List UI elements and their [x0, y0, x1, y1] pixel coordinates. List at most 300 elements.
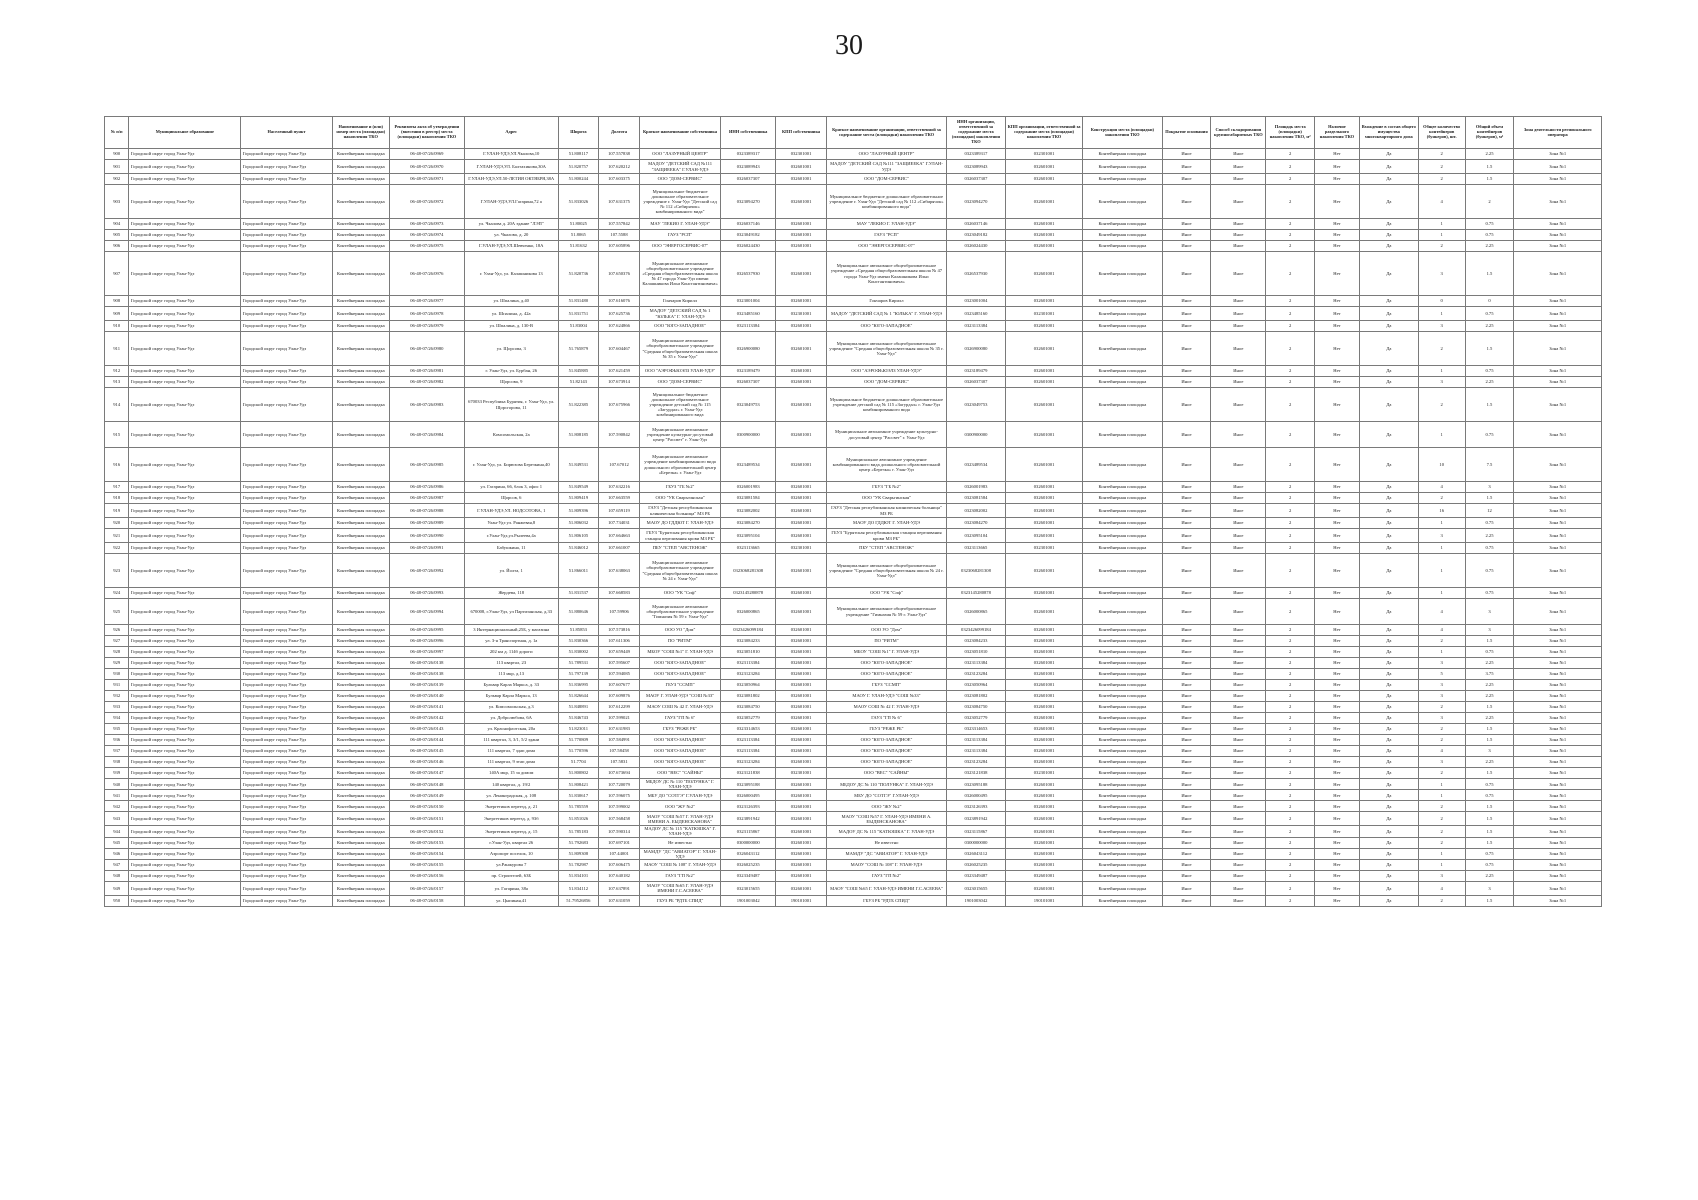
column-header: Долгота: [599, 117, 640, 149]
table-cell: Контейнерная площадка: [1083, 518, 1162, 529]
table-cell: Щорсов, 6: [464, 493, 558, 504]
table-cell: Да: [1359, 307, 1418, 321]
table-cell: 1: [1418, 230, 1465, 241]
table-cell: Не известно: [639, 837, 720, 848]
table-cell: 51.770809: [558, 735, 599, 746]
table-cell: 0323115867: [721, 826, 776, 837]
table-cell: Городской округ город Улан-Удэ: [241, 482, 333, 493]
table-cell: Контейнерная площадка: [332, 746, 389, 757]
table-cell: Да: [1359, 149, 1418, 160]
table-cell: 032601001: [1005, 160, 1082, 174]
table-cell: 0326000865: [721, 599, 776, 625]
table-cell: 2: [1266, 422, 1315, 448]
table-cell: 1: [1418, 554, 1465, 588]
table-cell: Иное: [1162, 881, 1211, 895]
table-row: [105, 859, 1602, 870]
table-cell: Нет: [1315, 554, 1360, 588]
table-cell: Г.УЛАН-УДЭ,УЛ. Балтахинова,30А: [464, 160, 558, 174]
table-cell: Щорсова, 9: [464, 377, 558, 388]
table-cell: Да: [1359, 296, 1418, 307]
table-cell: 4: [1418, 482, 1465, 493]
table-cell: Нет: [1315, 680, 1360, 691]
table-cell: 51.808117: [558, 149, 599, 160]
table-cell: Контейнерная площадка: [1083, 647, 1162, 658]
table-cell: Городской округ город Улан-Удэ: [241, 768, 333, 779]
table-cell: Контейнерная площадка: [332, 174, 389, 185]
table-cell: Нет: [1315, 691, 1360, 702]
table-cell: Контейнерная площадка: [1083, 680, 1162, 691]
table-cell: 0323113384: [721, 321, 776, 332]
table-cell: 0323113665: [721, 543, 776, 554]
table-cell: 032601001: [1005, 599, 1082, 625]
table-cell: 06-48-07/26/0984: [389, 422, 464, 448]
table-cell: Контейнерная площадка: [1083, 826, 1162, 837]
column-header: Краткое наименование собственника: [639, 117, 720, 149]
table-cell: Городской округ город Улан-Удэ: [129, 625, 241, 636]
table-cell: Контейнерная площадка: [332, 219, 389, 230]
table-cell: 3: [1418, 680, 1465, 691]
table-cell: Да: [1359, 377, 1418, 388]
table-cell: Городской округ город Улан-Удэ: [241, 422, 333, 448]
table-cell: Зона №1: [1514, 482, 1602, 493]
table-cell: 51.851026: [558, 812, 599, 826]
table-cell: 0323113384: [946, 746, 1005, 757]
table-cell: ООО "ЮГО-ЗАПАДНОЕ": [826, 757, 946, 768]
table-cell: 06-48-07/26/0141: [389, 702, 464, 713]
table-cell: 0.75: [1465, 518, 1514, 529]
table-cell: Городской округ город Улан-Удэ: [129, 636, 241, 647]
table-cell: 0323084233: [721, 636, 776, 647]
table-cell: Городской округ город Улан-Удэ: [241, 870, 333, 881]
table-cell: 107.640182: [599, 870, 640, 881]
table-cell: Контейнерная площадка: [332, 826, 389, 837]
table-cell: Контейнерная площадка: [1083, 658, 1162, 669]
table-cell: 51.846743: [558, 713, 599, 724]
table-cell: Иное: [1211, 790, 1266, 801]
table-cell: 032301001: [1005, 307, 1082, 321]
table-cell: 939: [105, 768, 129, 779]
table-cell: Городской округ город Улан-Удэ: [129, 599, 241, 625]
table-cell: Контейнерная площадка: [332, 296, 389, 307]
table-cell: Городской округ город Улан-Удэ: [241, 859, 333, 870]
table-cell: Иное: [1211, 149, 1266, 160]
table-cell: Контейнерная площадка: [332, 735, 389, 746]
table-cell: Муниципальное автономное общеобразовательное учреждение «Средняя общеобразовательная школа № 47 города Улан-Удэ имени Калашникова Ильи Константиновича»: [826, 252, 946, 296]
table-cell: 0323084233: [946, 636, 1005, 647]
table-cell: Контейнерная площадка: [1083, 599, 1162, 625]
table-cell: 909: [105, 307, 129, 321]
table-cell: 51.785559: [558, 801, 599, 812]
table-cell: Иное: [1162, 219, 1211, 230]
table-cell: Зона №1: [1514, 366, 1602, 377]
table-cell: 06-48-07/26/0154: [389, 848, 464, 859]
table-cell: Зона №1: [1514, 518, 1602, 529]
table-cell: 032601001: [1005, 321, 1082, 332]
table-cell: 0323051810: [721, 647, 776, 658]
table-cell: 2: [1266, 848, 1315, 859]
table-cell: ул. Гагарина, 38а: [464, 881, 558, 895]
table-cell: Городской округ город Улан-Удэ: [241, 895, 333, 906]
table-cell: 0326000495: [946, 790, 1005, 801]
table-cell: 1: [1418, 307, 1465, 321]
table-cell: 0323084270: [946, 518, 1005, 529]
table-cell: 1.5: [1465, 702, 1514, 713]
table-cell: Да: [1359, 388, 1418, 422]
table-cell: Иное: [1211, 422, 1266, 448]
table-cell: 945: [105, 837, 129, 848]
table-cell: 0323113665: [946, 543, 1005, 554]
table-cell: 107.663559: [599, 493, 640, 504]
table-cell: Иное: [1211, 779, 1266, 790]
table-cell: 0323095104: [721, 529, 776, 543]
table-cell: 06-48-07/26/0983: [389, 388, 464, 422]
table-cell: ГБУЗ РБ "РДТБ СПИД": [639, 895, 720, 906]
table-cell: 032301001: [1005, 768, 1082, 779]
table-cell: Городской округ город Улан-Удэ: [241, 493, 333, 504]
table-cell: Городской округ город Улан-Удэ: [241, 735, 333, 746]
table-cell: Контейнерная площадка: [1083, 881, 1162, 895]
table-cell: Иное: [1211, 680, 1266, 691]
table-cell: 0323123284: [721, 669, 776, 680]
table-cell: Иное: [1211, 757, 1266, 768]
table-cell: Контейнерная площадка: [332, 252, 389, 296]
table-cell: Муниципальное автономное общеобразовательное учреждение "Средняя общеобразовательная школа № 24 г. Улан-Удэ": [639, 554, 720, 588]
table-cell: 0323426099184: [721, 625, 776, 636]
table-cell: 51.820757: [558, 160, 599, 174]
table-cell: Городской округ город Улан-Удэ: [241, 366, 333, 377]
table-cell: МБОУ "СОШ №1" Г. УЛАН-УДЭ: [826, 647, 946, 658]
table-cell: Городской округ город Улан-Удэ: [241, 252, 333, 296]
table-cell: ГБУЗ "ССМП": [826, 680, 946, 691]
table-cell: 107.734031: [599, 518, 640, 529]
table-cell: МАОУ Г. УЛАН-УДЭ "СОШ №33": [826, 691, 946, 702]
table-cell: 915: [105, 422, 129, 448]
table-cell: 0323126393: [721, 801, 776, 812]
table-cell: Нет: [1315, 377, 1360, 388]
table-cell: 0.75: [1465, 647, 1514, 658]
table-cell: 0: [1465, 296, 1514, 307]
table-cell: 06-48-07/26/0976: [389, 252, 464, 296]
table-cell: 032601001: [776, 599, 827, 625]
table-cell: 51.809308: [558, 848, 599, 859]
table-cell: 1.5: [1465, 160, 1514, 174]
table-cell: Городской округ город Улан-Удэ: [129, 422, 241, 448]
table-cell: Иное: [1211, 366, 1266, 377]
table-cell: 0323389317: [721, 149, 776, 160]
table-cell: ГБУЗ "ССМП": [639, 680, 720, 691]
table-cell: 032601001: [1005, 859, 1082, 870]
table-cell: Контейнерная площадка: [332, 625, 389, 636]
table-cell: Контейнерная площадка: [1083, 895, 1162, 906]
table-cell: Городской округ город Улан-Удэ: [241, 307, 333, 321]
table-cell: г. Улан-Удэ, ул. Бирюзова Березкина,40: [464, 448, 558, 482]
table-cell: Нет: [1315, 636, 1360, 647]
table-cell: Иное: [1211, 554, 1266, 588]
table-cell: Нет: [1315, 307, 1360, 321]
table-cell: Муниципальное автономное общеобразовательное учреждение "Гимназия № 59 г. Улан-Удэ": [639, 599, 720, 625]
table-row: [105, 735, 1602, 746]
table-cell: 3: [1418, 658, 1465, 669]
table-cell: 06-48-07/26/0138: [389, 669, 464, 680]
table-cell: Зона №1: [1514, 859, 1602, 870]
table-cell: Муниципальное автономное учреждение комбинированного вида дошкольного образовательной центр «Березка» г. Улан-Удэ: [639, 448, 720, 482]
table-cell: 107.638063: [599, 554, 640, 588]
table-cell: 1.5: [1465, 735, 1514, 746]
table-cell: 0326024430: [721, 241, 776, 252]
table-cell: Зона №1: [1514, 332, 1602, 366]
table-cell: Зона №1: [1514, 801, 1602, 812]
table-cell: 0323068281308: [946, 554, 1005, 588]
table-cell: 1: [1418, 647, 1465, 658]
table-cell: Нет: [1315, 504, 1360, 518]
table-cell: 931: [105, 680, 129, 691]
table-cell: Контейнерная площадка: [1083, 859, 1162, 870]
table-cell: Зона №1: [1514, 881, 1602, 895]
table-cell: 032601001: [1005, 724, 1082, 735]
table-cell: Да: [1359, 529, 1418, 543]
table-cell: Иное: [1162, 174, 1211, 185]
table-cell: 0323489534: [721, 448, 776, 482]
table-cell: 06-48-07/26/0143: [389, 724, 464, 735]
table-cell: 51.822385: [558, 388, 599, 422]
table-row: [105, 448, 1602, 482]
table-cell: ПБУ "СТЕП "АВСТЕНОЖ": [639, 543, 720, 554]
table-cell: Иное: [1211, 448, 1266, 482]
table-cell: 927: [105, 636, 129, 647]
table-cell: 032601001: [776, 185, 827, 219]
table-cell: Контейнерная площадка: [1083, 160, 1162, 174]
table-cell: Зона №1: [1514, 377, 1602, 388]
table-cell: 940: [105, 779, 129, 790]
table-cell: Контейнерная площадка: [1083, 554, 1162, 588]
table-cell: Городской округ город Улан-Удэ: [129, 252, 241, 296]
table-cell: Нет: [1315, 241, 1360, 252]
table-cell: 06-48-07/26/0997: [389, 647, 464, 658]
table-cell: Иное: [1162, 493, 1211, 504]
table-cell: 912: [105, 366, 129, 377]
table-cell: Контейнерная площадка: [332, 658, 389, 669]
table-cell: Городской округ город Улан-Удэ: [129, 518, 241, 529]
table-cell: ул. Ленинградская, д. 108: [464, 790, 558, 801]
table-cell: 914: [105, 388, 129, 422]
table-cell: Зона №1: [1514, 713, 1602, 724]
table-cell: МАОУ СОШ № 42 Г. УЛАН-УДЭ: [826, 702, 946, 713]
column-header: Общий объем контейнеров (бункеров), м³: [1465, 117, 1514, 149]
table-cell: 902: [105, 174, 129, 185]
table-cell: Да: [1359, 895, 1418, 906]
table-cell: 107.620212: [599, 160, 640, 174]
table-cell: Контейнерная площадка: [1083, 735, 1162, 746]
table-cell: Зона №1: [1514, 826, 1602, 837]
table-cell: МБУ ДО "СОТГЭ" Г.УЛАН-УДЭ: [826, 790, 946, 801]
table-cell: Да: [1359, 448, 1418, 482]
table-cell: Городской округ город Улан-Удэ: [241, 377, 333, 388]
table-cell: 032601001: [1005, 881, 1082, 895]
table-cell: 0.75: [1465, 554, 1514, 588]
table-cell: Иное: [1211, 768, 1266, 779]
table-cell: 0323049753: [721, 388, 776, 422]
table-cell: 917: [105, 482, 129, 493]
table-cell: 107.595607: [599, 658, 640, 669]
table-cell: 2: [1418, 241, 1465, 252]
table-cell: 51.820736: [558, 252, 599, 296]
table-cell: Контейнерная площадка: [1083, 757, 1162, 768]
table-cell: Городской округ город Улан-Удэ: [241, 296, 333, 307]
table-cell: Контейнерная площадка: [1083, 332, 1162, 366]
table-cell: Нет: [1315, 702, 1360, 713]
table-cell: Да: [1359, 422, 1418, 448]
table-cell: Иное: [1162, 768, 1211, 779]
table-cell: 0323113384: [946, 735, 1005, 746]
table-cell: пр. Строителей, 63Б: [464, 870, 558, 881]
table-cell: 1: [1418, 859, 1465, 870]
table-cell: 920: [105, 518, 129, 529]
table-cell: 032601001: [776, 554, 827, 588]
table-cell: 032601001: [776, 757, 827, 768]
table-cell: 2: [1266, 837, 1315, 848]
table-cell: МАУ "ЛЕКИО Г. УЛАН-УДЭ": [639, 219, 720, 230]
table-cell: ООО "ЖУ №2": [639, 801, 720, 812]
table-cell: Зона №1: [1514, 702, 1602, 713]
table-cell: Да: [1359, 768, 1418, 779]
table-cell: Контейнерная площадка: [332, 895, 389, 906]
table-cell: Городской округ город Улан-Удэ: [241, 185, 333, 219]
table-cell: МБДОУ ДС № 110 "ПОЛУНКА" Г. УЛАН-УДЭ: [639, 779, 720, 790]
table-cell: 1.5: [1465, 837, 1514, 848]
table-cell: Гончаров Кирилл: [639, 296, 720, 307]
table-cell: 4: [1418, 746, 1465, 757]
table-cell: Городской округ город Улан-Удэ: [241, 321, 333, 332]
table-cell: Иное: [1211, 388, 1266, 422]
table-cell: 107.573816: [599, 625, 640, 636]
table-cell: Иное: [1211, 377, 1266, 388]
table-cell: Иное: [1211, 160, 1266, 174]
table-cell: 51.82143: [558, 377, 599, 388]
table-cell: 107.5831: [599, 757, 640, 768]
table-cell: Нет: [1315, 647, 1360, 658]
table-cell: 0300900000: [721, 422, 776, 448]
table-cell: Иное: [1162, 669, 1211, 680]
table-cell: Иное: [1162, 377, 1211, 388]
table-cell: 107.673694: [599, 768, 640, 779]
table-cell: 2: [1266, 870, 1315, 881]
table-cell: Нет: [1315, 779, 1360, 790]
table-cell: 032601001: [1005, 812, 1082, 826]
table-cell: Контейнерная площадка: [1083, 230, 1162, 241]
table-cell: Иное: [1211, 482, 1266, 493]
table-cell: 107.603375: [599, 174, 640, 185]
table-cell: Городской округ город Улан-Удэ: [129, 859, 241, 870]
table-cell: 032601001: [776, 529, 827, 543]
table-cell: 032601001: [776, 658, 827, 669]
table-cell: Иное: [1162, 790, 1211, 801]
table-cell: 0323050964: [946, 680, 1005, 691]
table-cell: 0326037307: [721, 377, 776, 388]
table-cell: Иное: [1211, 543, 1266, 554]
table-cell: Нет: [1315, 713, 1360, 724]
table-cell: 0323891942: [946, 812, 1005, 826]
table-cell: 0323049753: [946, 388, 1005, 422]
table-cell: Зона №1: [1514, 837, 1602, 848]
table-cell: Аэропорт поселок, 10: [464, 848, 558, 859]
table-cell: Да: [1359, 801, 1418, 812]
table-cell: Контейнерная площадка: [332, 185, 389, 219]
table-cell: 1: [1418, 518, 1465, 529]
table-cell: Муниципальное автономное общеобразовательное учреждение "Гимназия № 59 г. Улан-Удэ": [826, 599, 946, 625]
table-cell: 944: [105, 826, 129, 837]
table-cell: 06-48-07/26/0147: [389, 768, 464, 779]
table-cell: Иное: [1162, 746, 1211, 757]
table-cell: ООО "ДОМ-СЕРВИС": [826, 377, 946, 388]
table-cell: 032601001: [776, 779, 827, 790]
table-cell: 941: [105, 790, 129, 801]
column-header: Способ складирования крупногабаритных ТКО: [1211, 117, 1266, 149]
table-cell: Контейнерная площадка: [1083, 377, 1162, 388]
table-cell: Иное: [1162, 252, 1211, 296]
table-cell: Нет: [1315, 790, 1360, 801]
table-cell: 0326037307: [721, 174, 776, 185]
table-cell: 1.5: [1465, 724, 1514, 735]
table-cell: 06-48-07/26/0973: [389, 219, 464, 230]
table-cell: Городской округ город Улан-Удэ: [129, 801, 241, 812]
table-cell: Да: [1359, 636, 1418, 647]
table-cell: 032601001: [776, 219, 827, 230]
table-cell: 032601001: [776, 859, 827, 870]
table-cell: Да: [1359, 647, 1418, 658]
table-cell: 107.624866: [599, 321, 640, 332]
table-cell: 06-48-07/26/0152: [389, 826, 464, 837]
table-cell: Бульвар Карла Маркса, д. 33: [464, 680, 558, 691]
table-cell: Городской округ город Улан-Удэ: [129, 669, 241, 680]
table-cell: ул. Цыпиная,41: [464, 895, 558, 906]
table-cell: 0323189479: [946, 366, 1005, 377]
table-cell: Да: [1359, 870, 1418, 881]
table-cell: 942: [105, 801, 129, 812]
table-cell: 2: [1418, 174, 1465, 185]
table-cell: Нет: [1315, 859, 1360, 870]
table-cell: 51.866011: [558, 554, 599, 588]
table-cell: 3: [1418, 713, 1465, 724]
table-cell: Энергетиков переезд, д. 15: [464, 826, 558, 837]
table-cell: 06-48-07/26/0144: [389, 735, 464, 746]
table-cell: 032601001: [776, 625, 827, 636]
table-cell: 2.25: [1465, 691, 1514, 702]
table-cell: 1: [1418, 779, 1465, 790]
table-cell: Муниципальное автономное общеобразовательное учреждение "Средняя общеобразовательная школа № 35 г. Улан-Удэ": [639, 332, 720, 366]
table-cell: ООО "ЮГО-ЗАПАДНОЕ": [639, 658, 720, 669]
table-cell: 06-48-07/26/0986: [389, 482, 464, 493]
table-cell: Иное: [1211, 529, 1266, 543]
table-cell: 032601001: [776, 493, 827, 504]
waste-sites-registry-table: [104, 116, 1602, 907]
table-cell: ул. Чкалова д. 20А здание "ЛЭП": [464, 219, 558, 230]
table-cell: 032601001: [1005, 388, 1082, 422]
table-cell: 06-48-07/26/0992: [389, 554, 464, 588]
table-row: [105, 588, 1602, 599]
table-cell: Контейнерная площадка: [332, 321, 389, 332]
table-cell: МАОУ ДО ГДДЮТ Г. УЛАН-УДЭ: [639, 518, 720, 529]
table-cell: ГБУЗ "РЕЖЕ РБ": [826, 724, 946, 735]
table-cell: МАОУ "СОШ № 108" Г. УЛАН-УДЭ: [826, 859, 946, 870]
table-cell: Нет: [1315, 543, 1360, 554]
table-cell: 2: [1266, 504, 1315, 518]
table-cell: Да: [1359, 219, 1418, 230]
table-cell: Контейнерная площадка: [1083, 588, 1162, 599]
table-cell: 0323113384: [721, 658, 776, 669]
table-cell: Контейнерная площадка: [1083, 713, 1162, 724]
table-cell: 06-48-07/26/0155: [389, 859, 464, 870]
table-cell: Городской округ город Улан-Удэ: [129, 296, 241, 307]
